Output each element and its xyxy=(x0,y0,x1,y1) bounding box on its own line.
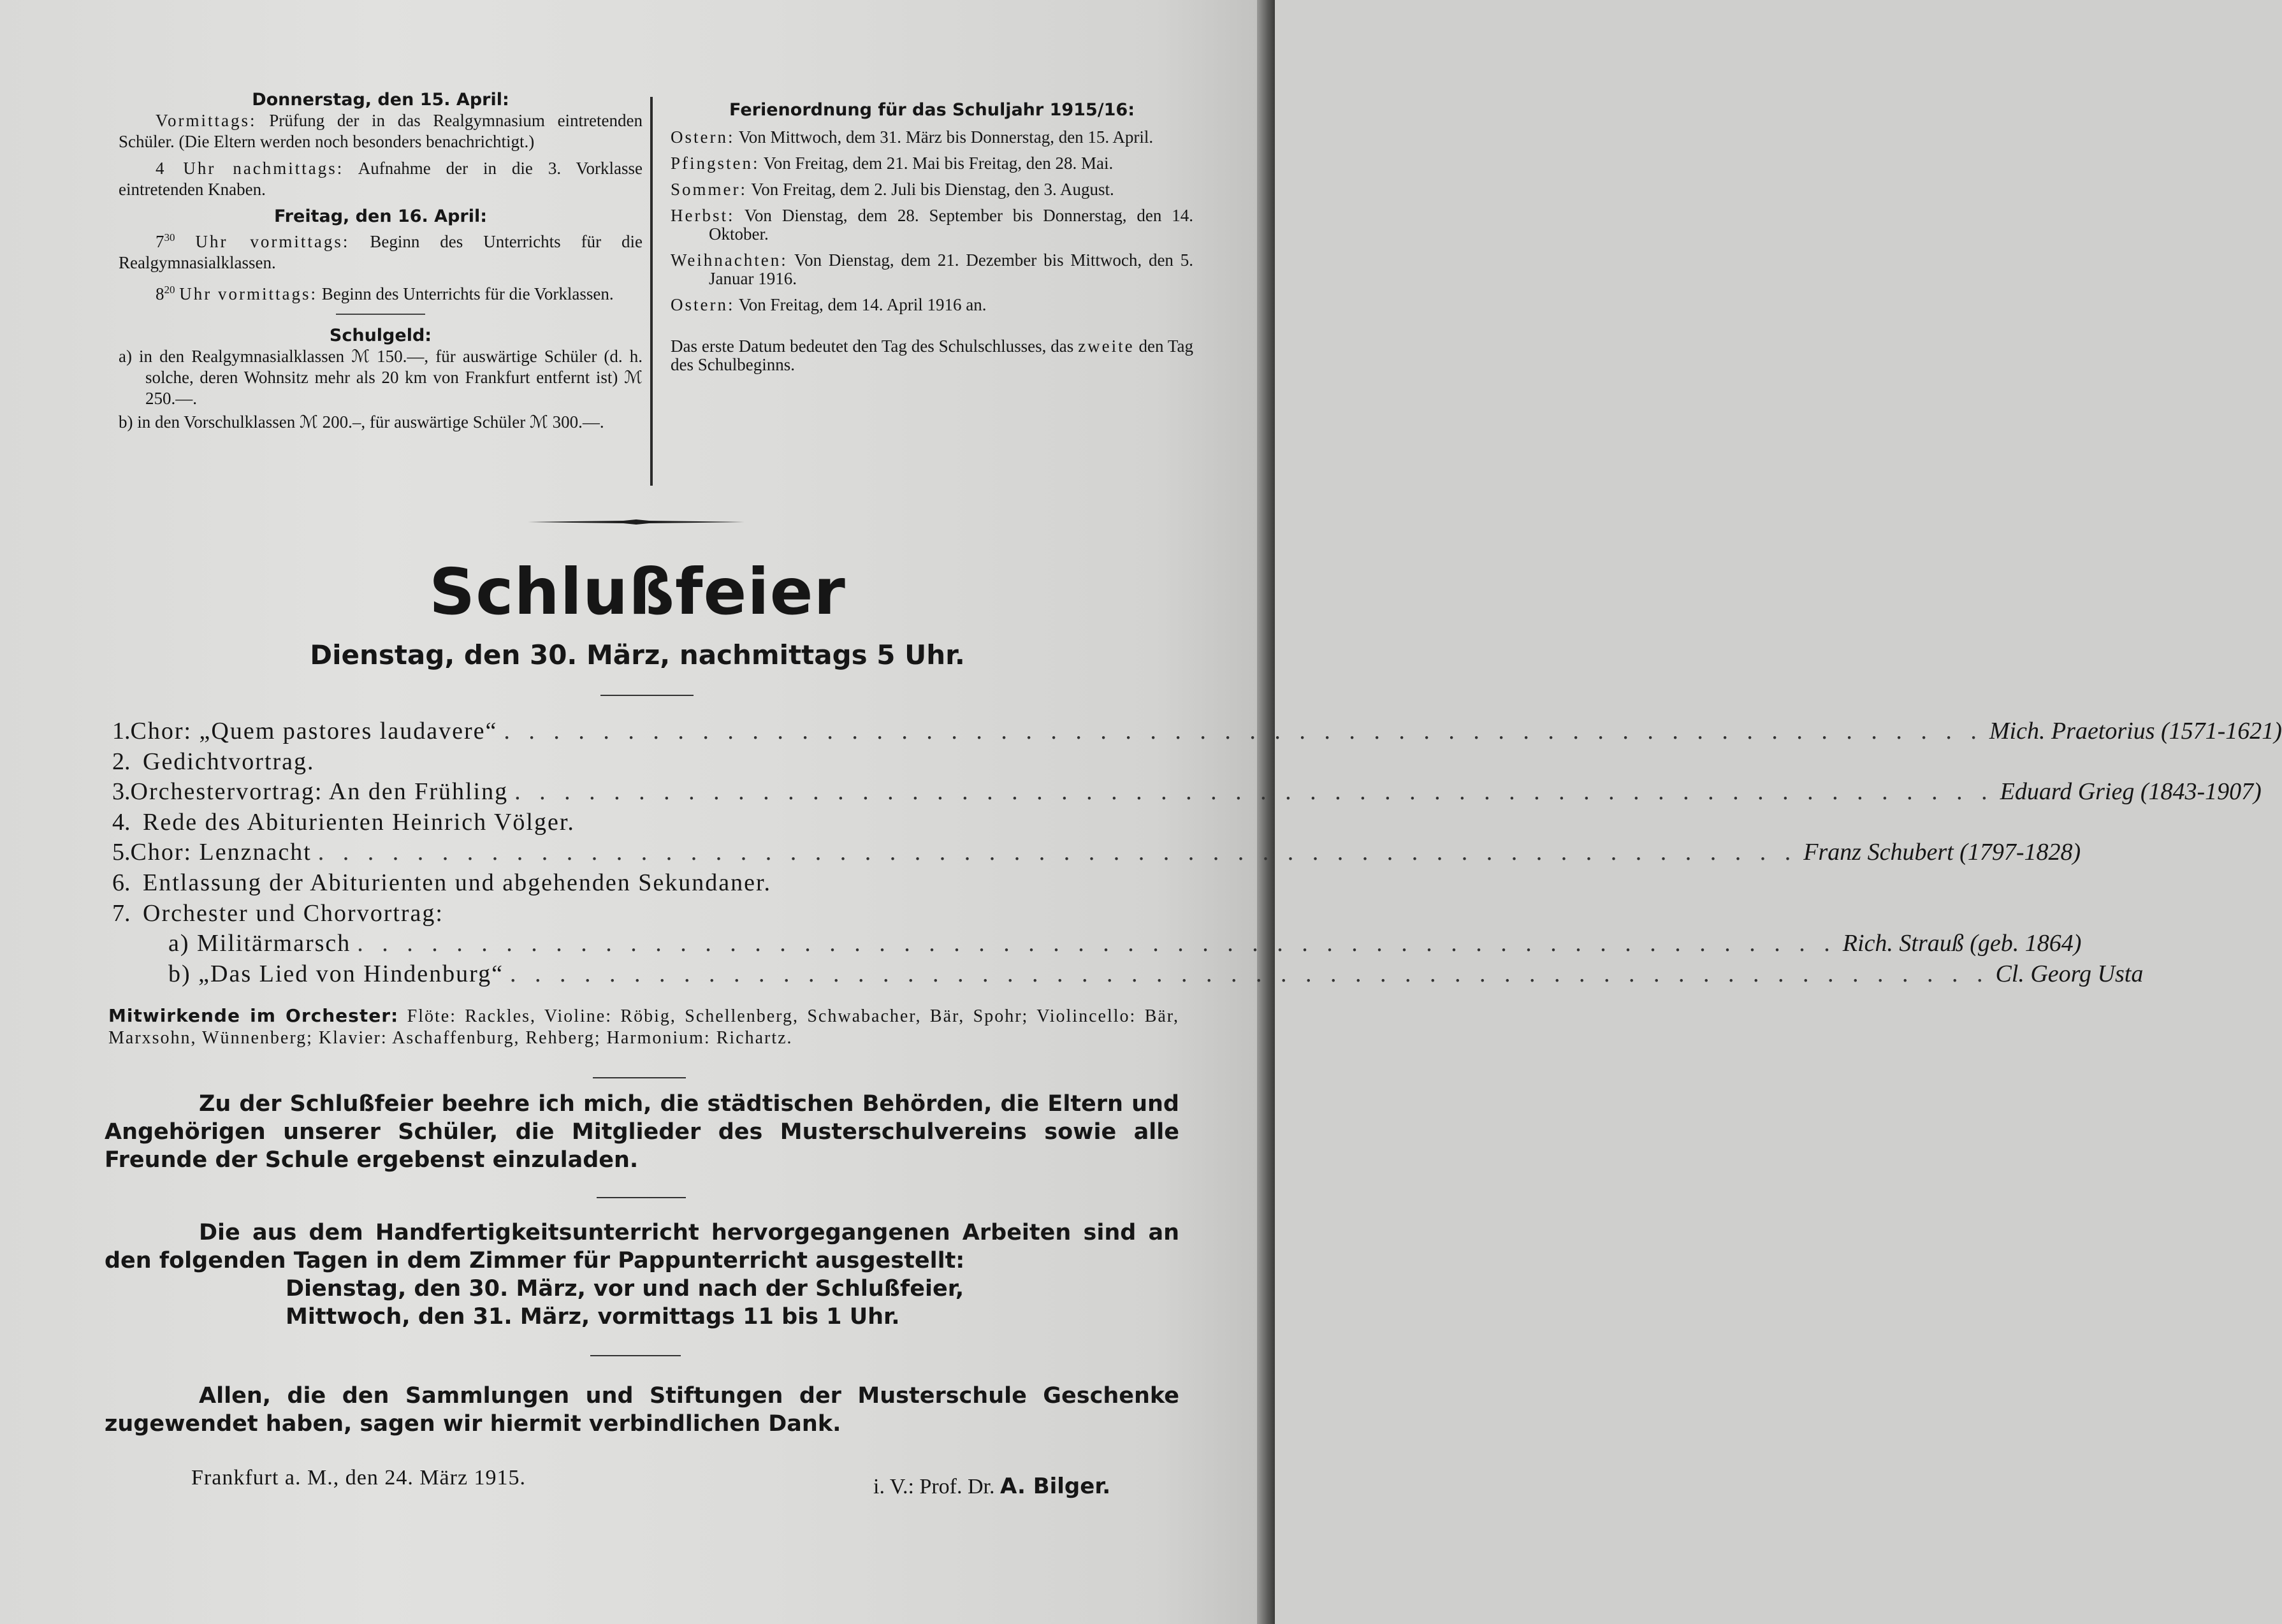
program-item-composer: Eduard Grieg (1843-1907) xyxy=(2000,778,2262,806)
friday-preschool-hour: 8 xyxy=(156,284,164,303)
program-item-number: 6. xyxy=(112,869,131,896)
left-divider xyxy=(336,314,425,315)
program-item-number: 3. xyxy=(112,778,131,806)
holiday-entry xyxy=(671,296,1193,314)
program-item-label: Orchester und Chorvortrag: xyxy=(143,899,444,927)
invitation-rule xyxy=(597,1197,686,1198)
program-item xyxy=(112,717,2282,748)
friday-preschool-paragraph xyxy=(119,279,643,305)
page-edge-shadow xyxy=(1257,0,1275,1624)
thursday-afternoon-lead: 4 Uhr nachmittags: xyxy=(156,159,344,178)
program-item xyxy=(112,899,1183,930)
holiday-entry-text: Von Mittwoch, dem 31. März bis Donnerstag, den 15. April. xyxy=(738,127,1154,147)
exhibition-text: Die aus dem Handfertigkeitsunterricht hervorgegangenen Arbeiten sind an den folgenden Tagen in dem Zimmer für Pappunterricht ausgestellt: xyxy=(105,1220,1179,1273)
program-item-composer: Rich. Strauß (geb. 1864) xyxy=(1842,930,2082,957)
musicians-label: Mitwirkende im Orchester: xyxy=(108,1005,399,1026)
school-fee-heading: Schulgeld: xyxy=(329,326,432,345)
holiday-entry xyxy=(671,154,1193,173)
holiday-entry-lead: Herbst: xyxy=(671,206,735,225)
thursday-morning-lead: Vormittags: xyxy=(156,111,257,130)
holiday-entry xyxy=(671,207,1193,243)
program-item xyxy=(112,808,1183,839)
holiday-entry-text: Von Freitag, dem 14. April 1916 an. xyxy=(738,295,987,314)
invitation-text: Zu der Schlußfeier beehre ich mich, die städtischen Behörden, die Eltern und Angehörigen unserer Schüler, die Mitglieder des Musterschulvereins sowie alle Freunde der Schule ergebenst einzuladen. xyxy=(105,1091,1179,1173)
program-item-label: Entlassung der Abiturienten und abgehenden Sekundaner. xyxy=(143,869,772,896)
holiday-entry xyxy=(671,251,1193,288)
page-subtitle: Dienstag, den 30. März, nachmittags 5 Uhr. xyxy=(310,639,965,671)
holiday-entry-text: Von Dienstag, dem 21. Dezember bis Mittwoch, den 5. Januar 1916. xyxy=(709,250,1193,288)
holiday-entry-text: Von Freitag, dem 2. Juli bis Dienstag, den 3. August. xyxy=(751,180,1114,199)
place-date: Frankfurt a. M., den 24. März 1915. xyxy=(191,1466,527,1490)
program-item-leader-dots: . . . . . . . . . . . . . . . . . . . . . . . . . . . . . . . . . . . . . . . . . . . . . . . . . . . . . . . . . . . . xyxy=(317,839,1798,866)
holiday-entry xyxy=(671,180,1193,199)
holiday-note-a: Das erste Datum bedeutet den Tag des Schulschlusses, das xyxy=(671,337,1079,356)
musicians-text: Flöte: Rackles, Violine: Röbig, Schellenberg, Schwabacher, Bär, Spohr; Violincello: Bär, Marxsohn, Wünnenberg; Klavier: Aschaffenburg, Rehberg; Harmonium: Richartz. xyxy=(108,1006,1179,1048)
exhibition-day-2: Mittwoch, den 31. März, vormittags 11 bis 1 Uhr. xyxy=(286,1304,900,1330)
thursday-morning-paragraph xyxy=(119,110,643,152)
musicians-paragraph xyxy=(108,1005,1179,1049)
column-divider xyxy=(650,97,653,486)
signature-prefix: i. V.: Prof. Dr. xyxy=(873,1475,995,1498)
program-item-leader-dots: . . . . . . . . . . . . . . . . . . . . . . . . . . . . . . . . . . . . . . . . . . . . . . . . . . . . . . . . . . . . xyxy=(514,778,1994,806)
program-item-label: a) Militärmarsch xyxy=(168,930,351,957)
program-item-label: Rede des Abiturienten Heinrich Völger. xyxy=(143,808,575,836)
exhibition-paragraph xyxy=(105,1219,1179,1331)
program-item-composer: Cl. Georg Usta xyxy=(1995,960,2144,987)
friday-preschool-minutes: 20 xyxy=(164,284,175,296)
thanks-text: Allen, die den Sammlungen und Stiftungen der Musterschule Geschenke zugewendet haben, sagen wir hiermit verbindlichen Dank. xyxy=(105,1383,1179,1437)
page-title: Schlußfeier xyxy=(429,555,846,629)
school-fee-a: a) in den Realgymnasialklassen ℳ 150.—, für auswärtige Schüler (d. h. solche, deren Wohnsitz mehr als 20 km von Frankfurt entfernt ist) ℳ 250.—. xyxy=(119,347,643,408)
program-item-leader-dots: . . . . . . . . . . . . . . . . . . . . . . . . . . . . . . . . . . . . . . . . . . . . . . . . . . . . . . . . . . . . xyxy=(357,930,1836,957)
thursday-afternoon-paragraph xyxy=(119,158,643,200)
holiday-note-spaced: zweite xyxy=(1078,337,1135,356)
holiday-entry-lead: Pfingsten: xyxy=(671,154,760,173)
program-item xyxy=(112,960,2144,990)
holiday-entry-text: Von Freitag, dem 21. Mai bis Freitag, den 28. Mai. xyxy=(763,154,1114,173)
holiday-entry-lead: Ostern: xyxy=(671,127,735,147)
program-item-composer: Mich. Praetorius (1571-1621) xyxy=(1989,718,2282,744)
holiday-note xyxy=(671,337,1193,374)
program-item-number: 7. xyxy=(112,899,131,927)
friday-gymnasium-paragraph xyxy=(119,227,643,273)
program-item-number: 5. xyxy=(112,839,131,866)
exhibition-rule xyxy=(590,1355,681,1356)
friday-preschool-lead: Uhr vormittags: xyxy=(179,284,317,303)
friday-gymnasium-lead: Uhr vormittags: xyxy=(195,232,350,251)
signature xyxy=(873,1474,1110,1499)
exhibition-day-1: Dienstag, den 30. März, vor und nach der Schlußfeier, xyxy=(286,1276,964,1301)
thursday-heading: Donnerstag, den 15. April: xyxy=(252,90,509,110)
friday-gymnasium-minutes: 30 xyxy=(164,231,175,243)
friday-gymnasium-hour: 7 xyxy=(156,232,164,251)
holiday-list xyxy=(671,128,1193,314)
thursday-morning-text: Prüfung der in das Realgymnasium eintretenden Schüler. (Die Eltern werden noch besonders benachrichtigt.) xyxy=(119,111,643,151)
program-item-leader-dots: . . . . . . . . . . . . . . . . . . . . . . . . . . . . . . . . . . . . . . . . . . . . . . . . . . . . . . . . . . . . xyxy=(509,960,1989,987)
program-item-label: Gedichtvortrag. xyxy=(143,748,315,775)
program-item-composer: Franz Schubert (1797-1828) xyxy=(1803,839,2081,866)
signature-name: A. Bilger. xyxy=(1000,1474,1111,1499)
program-item-leader-dots: . . . . . . . . . . . . . . . . . . . . . . . . . . . . . . . . . . . . . . . . . . . . . . . . . . . . . . . . . . . . xyxy=(504,718,1983,744)
program-item-number: 1. xyxy=(112,718,131,744)
holiday-entry-lead: Weihnachten: xyxy=(671,250,788,270)
left-column xyxy=(119,89,643,435)
ornament-divider xyxy=(528,519,745,525)
program-item xyxy=(112,838,2081,869)
invitation-paragraph xyxy=(105,1090,1179,1174)
program-item-label: Orchestervortrag: An den Frühling xyxy=(130,778,509,806)
right-column xyxy=(671,101,1193,380)
program-item xyxy=(112,778,2262,808)
thursday-afternoon-text: Aufnahme der in die 3. Vorklasse eintretenden Knaben. xyxy=(119,159,643,199)
holiday-entry-lead: Sommer: xyxy=(671,180,747,199)
holiday-note-b: den Tag des Schulbeginns. xyxy=(671,337,1193,374)
program-item-number: 2. xyxy=(112,748,131,775)
subtitle-rule xyxy=(600,695,694,696)
program-item xyxy=(112,929,2082,960)
program-item-label: b) „Das Lied von Hindenburg“ xyxy=(168,960,504,987)
program-item-label: Chor: Lenznacht xyxy=(130,839,312,866)
school-fee-b: b) in den Vorschulklassen ℳ 200.–, für auswärtige Schüler ℳ 300.—. xyxy=(119,412,604,431)
holiday-entry xyxy=(671,128,1193,147)
holiday-heading: Ferienordnung für das Schuljahr 1915/16: xyxy=(729,100,1135,120)
thanks-paragraph xyxy=(105,1382,1179,1438)
program-item xyxy=(112,748,1183,778)
program-item-number: 4. xyxy=(112,808,131,836)
musicians-rule xyxy=(593,1077,686,1078)
friday-heading: Freitag, den 16. April: xyxy=(273,207,488,226)
holiday-entry-text: Von Dienstag, dem 28. September bis Donnerstag, den 14. Oktober. xyxy=(709,206,1194,243)
program-list xyxy=(112,717,2282,990)
friday-preschool-text: Beginn des Unterrichts für die Vorklassen. xyxy=(321,284,614,303)
program-item-label: Chor: „Quem pastores laudavere“ xyxy=(130,718,498,744)
friday-gymnasium-text: Beginn des Unterrichts für die Realgymnasialklassen. xyxy=(119,232,643,272)
holiday-entry-lead: Ostern: xyxy=(671,295,735,314)
program-item xyxy=(112,869,1183,899)
